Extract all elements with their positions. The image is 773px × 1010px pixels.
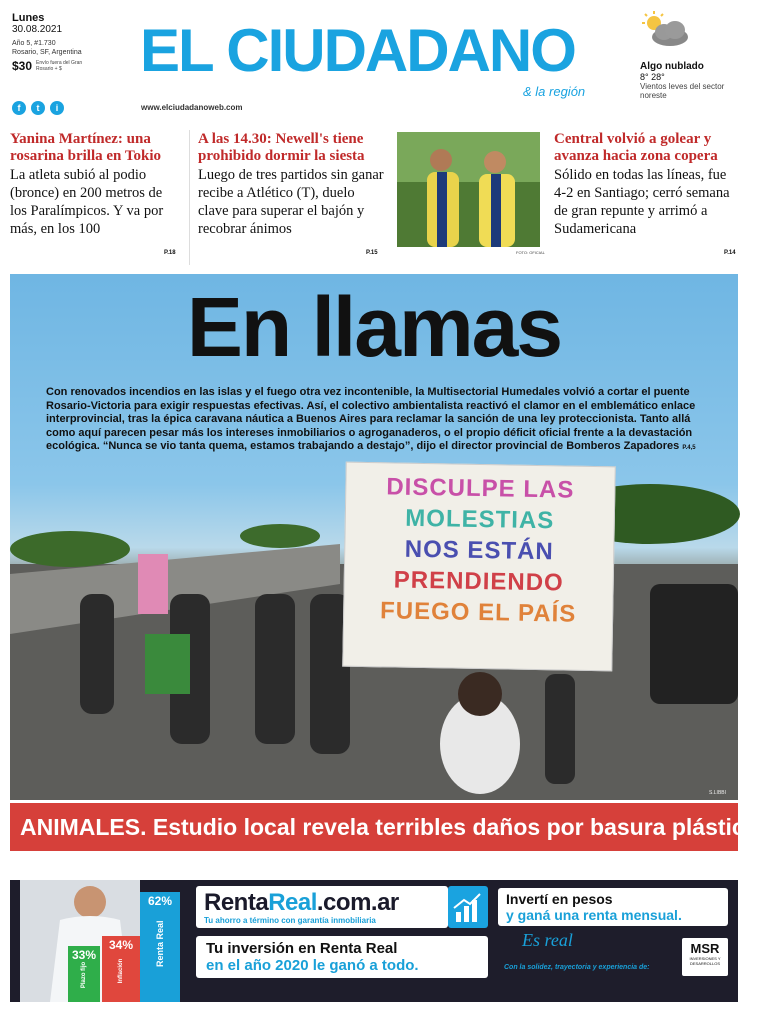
- animales-banner[interactable]: [10, 803, 773, 851]
- banner-text: ANIMALES. Estudio local revela terribles daños por basura plástica: [20, 813, 758, 840]
- logo-part: .com.ar: [316, 889, 399, 916]
- page-ref: P.14: [724, 250, 736, 256]
- ad-tagline: Tu ahorro a término con garantía inmobiliaria: [204, 916, 376, 925]
- msr-name: MSR: [690, 941, 720, 956]
- bar-renta-real: [140, 892, 180, 1002]
- ad-claim-box: [196, 936, 488, 978]
- sign-line: MOLESTIAS: [405, 504, 555, 535]
- weather-box: [640, 10, 745, 100]
- story-body: Sólido en todas las líneas, fue 4-2 en Santiago; cerró semana de gran repunte y arrimó a Sudamericana: [554, 167, 730, 237]
- page-ref: P.16: [761, 831, 773, 837]
- sports-photo: [397, 132, 540, 247]
- bar-value: 34%: [108, 938, 134, 952]
- ad-claim-line: Tu inversión en Renta Real: [206, 940, 398, 957]
- logo-part: Renta: [204, 889, 269, 916]
- main-story-text: [46, 386, 716, 456]
- growth-chart-icon: [448, 886, 488, 928]
- logo-part: Real: [268, 889, 317, 916]
- sign-line: PRENDIENDO: [393, 566, 564, 597]
- story-body: La atleta subió al podio (bronce) en 200 metros de los Paralímpicos. Y va por más, en los 100: [10, 167, 164, 237]
- weather-wind: Vientos leves del sector noreste: [640, 82, 725, 100]
- msr-subtitle: INVERSIONES Y DESARROLLOS: [689, 956, 721, 966]
- instagram-icon[interactable]: i: [50, 101, 64, 115]
- sign-line: DISCULPE LAS: [386, 473, 575, 504]
- price-row: [12, 59, 86, 73]
- page-ref: P.4,5: [682, 445, 696, 451]
- rentareal-ad[interactable]: [10, 880, 738, 1002]
- website-link[interactable]: www.elciudadanoweb.com: [141, 103, 243, 112]
- protest-sign: [342, 462, 616, 672]
- edition-date: 30.08.2021: [12, 24, 63, 35]
- story-central[interactable]: [554, 131, 740, 238]
- photo-credit: FOTO: OFICIAL: [516, 250, 545, 255]
- ad-solidez: Con la solidez, trayectoria y experiencia de:: [504, 964, 650, 971]
- story-headline: Central volvió a golear y avanza hacia zona copera: [554, 131, 718, 164]
- edition-day: Lunes: [12, 12, 45, 24]
- story-yanina[interactable]: [10, 131, 180, 238]
- msr-logo: [682, 938, 728, 976]
- masthead: [0, 0, 750, 122]
- story-headline: A las 14.30: Newell's tiene prohibido dormir la siesta: [198, 131, 365, 164]
- bar-label: Inflación: [118, 958, 124, 984]
- facebook-icon[interactable]: f: [12, 101, 26, 115]
- story-headline: Yanina Martínez: una rosarina brilla en Tokio: [10, 131, 162, 164]
- main-headline: En llamas: [186, 280, 562, 374]
- ad-invest-line: Invertí en pesos: [506, 891, 613, 907]
- twitter-icon[interactable]: t: [31, 101, 45, 115]
- edition-location: Rosario, SF, Argentina: [12, 49, 82, 56]
- main-story-body: Con renovados incendios en las islas y el fuego otra vez incontenible, la Multisectorial Humedales volvió a cortar el puente Rosario-Victoria para exigir respuestas efectivas. Así, el colectivo ambientalista reactivó el clamor en el emblemático enlace interprovincial, tras la épica caravana náutica a Buenos Aires para reclamar la sanción de una ley proteccionista. Tanto allá como aquí parecen pesar más los intereses inmobiliarios o agroganaderos, o el propio déficit oficial frente a la devastación ecológica. “Nunca se vio tanta quema, estamos trabajando a destajo”, dijo el director provincial de Bomberos Zapadores: [46, 386, 696, 452]
- column-divider: [189, 130, 190, 265]
- ad-claim-line: en el año 2020 le ganó a todo.: [206, 957, 419, 974]
- price: $30: [12, 59, 33, 73]
- rentareal-logo-box: [196, 886, 448, 928]
- story-newells[interactable]: [198, 131, 384, 238]
- bar-label: Renta Real: [155, 920, 165, 967]
- ad-invest-line: y ganá una renta mensual.: [506, 907, 682, 923]
- edition-number: Año 5, #1.730: [12, 40, 56, 47]
- bar-value: 62%: [147, 894, 173, 908]
- sign-line: FUEGO EL PAÍS: [379, 597, 577, 628]
- weather-condition: Algo nublado: [640, 61, 704, 72]
- logo-subtitle: & la región: [523, 84, 586, 99]
- bar-inflacion: [102, 936, 140, 1002]
- sign-line: NOS ESTÁN: [404, 535, 555, 566]
- story-body: Luego de tres partidos sin ganar recibe a Atlético (T), duelo clave para superar el bajón y recobrar ánimos: [198, 167, 384, 237]
- ad-es-real: Es real: [522, 930, 573, 950]
- bar-label: Plazo fijo: [81, 961, 87, 989]
- weather-temperature: 8° 28°: [640, 72, 665, 82]
- photo-credit: S.LIBBI: [709, 790, 726, 796]
- price-note: Envío fuera del Gran Rosario + $: [36, 60, 83, 72]
- main-story[interactable]: [10, 274, 738, 800]
- newspaper-logo: EL CIUDADANO: [140, 17, 575, 84]
- social-links: [12, 101, 64, 115]
- rentareal-logo: [204, 889, 399, 917]
- edition-info: [12, 12, 86, 73]
- partly-cloudy-icon: [640, 10, 690, 50]
- ad-invest-box: [498, 888, 728, 926]
- page-ref: P.15: [366, 250, 378, 256]
- bar-plazo-fijo: [68, 946, 100, 1002]
- players-illustration: [397, 132, 540, 247]
- page-ref: P.18: [164, 250, 176, 256]
- bar-value: 33%: [71, 948, 97, 962]
